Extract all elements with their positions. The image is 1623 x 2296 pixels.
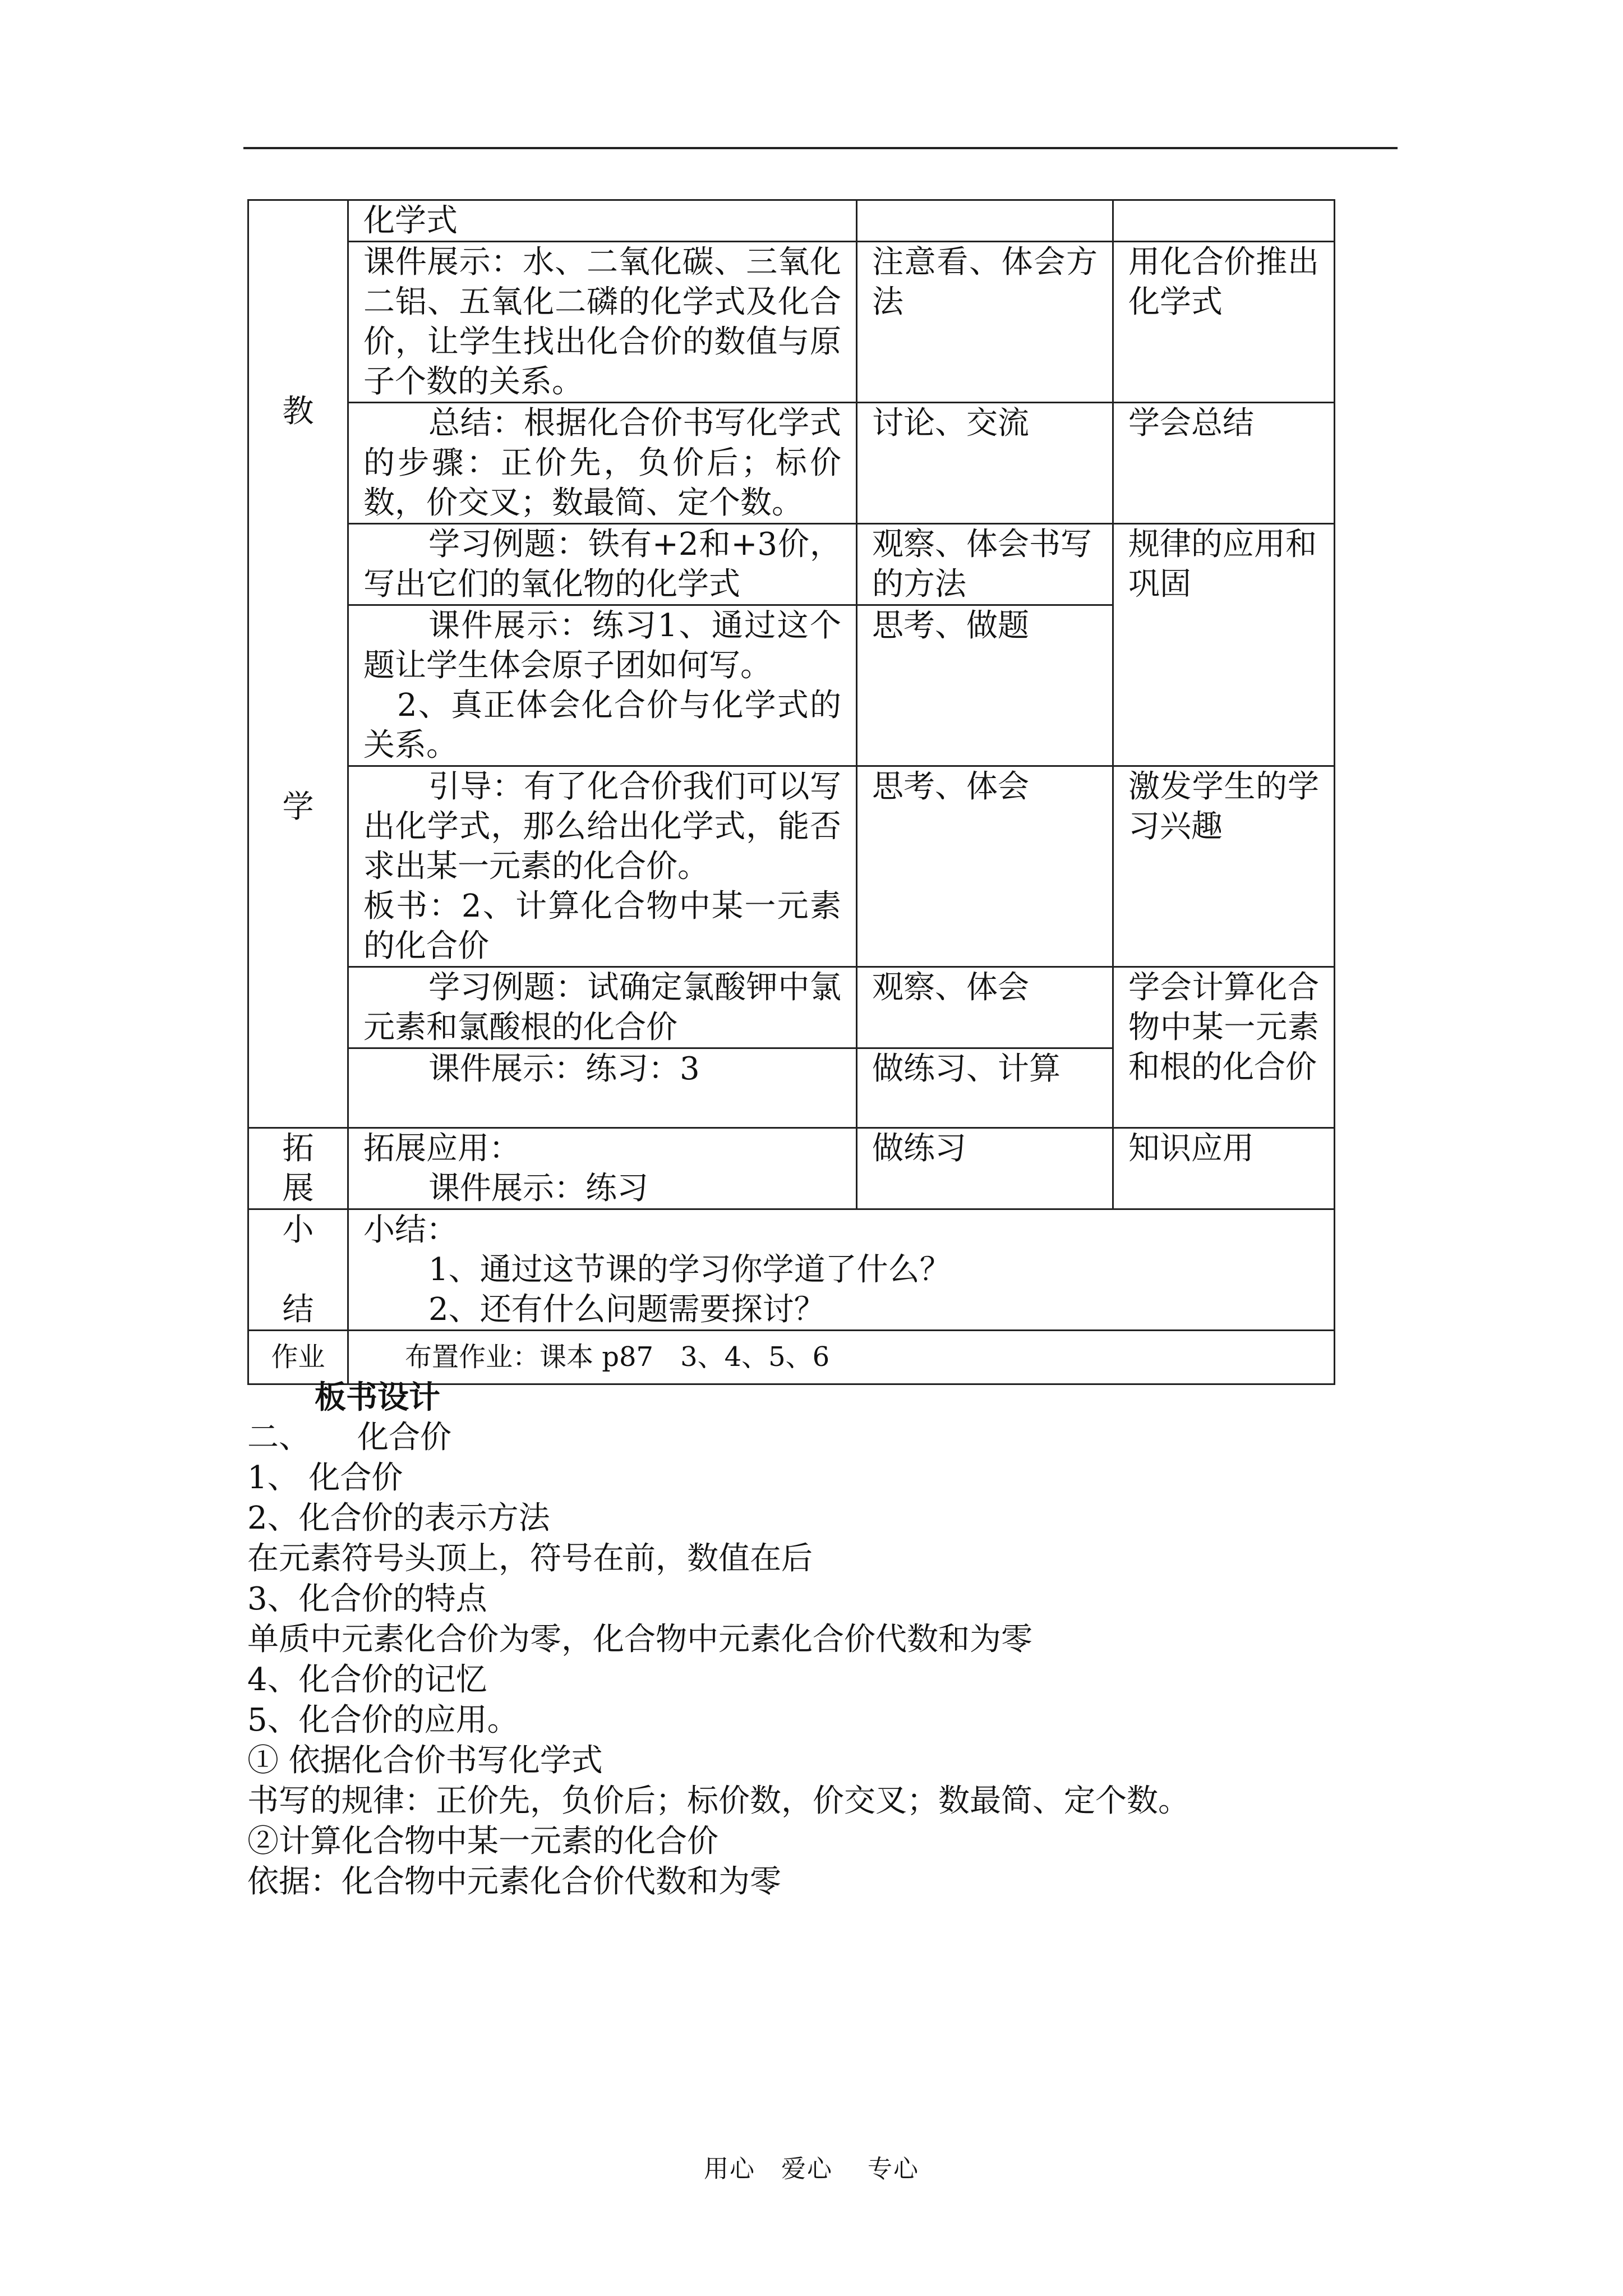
table-row-homework [248,1331,1335,1384]
table-row [248,524,1335,605]
content-cell: 布置作业：课本 p87 3、4、5、6 [348,1331,1335,1384]
board-design [247,1377,1369,1902]
board-line: 2、化合价的表示方法 [247,1500,550,1536]
stage-cell-extension: 拓展 [248,1128,348,1209]
activity-cell: 讨论、交流 [857,403,1113,524]
content-cell [348,1209,1335,1331]
content-paragraph: 2、还有什么问题需要探讨？ [428,1291,826,1328]
board-line: 书写的规律：正价先，负价后；标价数，价交叉；数最简、定个数。 [247,1783,1189,1819]
table-row [248,242,1335,403]
board-line: 1、 化合价 [247,1460,403,1496]
intent-cell [1113,200,1335,242]
intent-cell: 知识应用 [1113,1128,1335,1209]
intent-cell: 激发学生的学习兴趣 [1113,766,1335,967]
stage-label: 学 [282,789,314,825]
table-row-summary [248,1209,1335,1331]
content-paragraph: 拓展应用： [363,1130,520,1167]
stage-label: 结 [282,1291,314,1328]
board-line: 二、 化合价 [247,1419,451,1456]
board-line: 4、化合价的记忆 [247,1662,487,1698]
board-line: 3、化合价的特点 [247,1581,487,1617]
intent-cell: 学会计算化合物中某一元素和根的化合价 [1113,967,1335,1128]
intent-cell: 用化合价推出化学式 [1113,242,1335,403]
content-paragraph: 2、真正体会化合价与化学式的关系。 [363,687,841,763]
board-line: ① 依据化合价书写化学式 [247,1742,603,1779]
board-line: 单质中元素化合价为零，化合物中元素化合价代数和为零 [247,1621,1032,1658]
content-cell [348,1128,857,1209]
content-paragraph: 引导：有了化合价我们可以写出化学式，那么给出化学式，能否求出某一元素的化合价。 [363,769,841,885]
content-paragraph: 小结： [363,1212,458,1248]
table-row [248,403,1335,524]
activity-cell: 思考、做题 [857,605,1113,766]
content-cell: 总结：根据化合价书写化学式的步骤：正价先，负价后；标价数，价交叉；数最简、定个数。 [348,403,857,524]
stage-cell-homework: 作业 [248,1331,348,1384]
content-paragraph: 课件展示：练习1、通过这个题让学生体会原子团如何写。 [363,608,841,684]
content-paragraph: 课件展示：练习 [428,1170,648,1207]
content-cell [348,766,857,967]
content-paragraph: 1、通过这节课的学习你学道了什么？ [428,1251,951,1288]
activity-cell: 做练习、计算 [857,1048,1113,1128]
stage-cell-summary [248,1209,348,1331]
activity-cell: 思考、体会 [857,766,1113,967]
stage-label: 小 [282,1212,314,1248]
board-title: 板书设计 [315,1379,440,1416]
intent-cell: 学会总结 [1113,403,1335,524]
content-paragraph: 板书：2、计算化合物中某一元素的化合价 [363,888,841,964]
table-row-extension [248,1128,1335,1209]
content-cell [348,605,857,766]
header-rule [243,147,1398,149]
activity-cell: 观察、体会书写的方法 [857,524,1113,605]
activity-cell: 做练习 [857,1128,1113,1209]
content-cell: 课件展示：水、二氧化碳、三氧化二铝、五氧化二磷的化学式及化合价，让学生找出化合价的数值与原子个数的关系。 [348,242,857,403]
table-row [248,200,1335,242]
content-cell: 课件展示：练习：3 [348,1048,857,1128]
activity-cell: 观察、体会 [857,967,1113,1048]
table-row [248,766,1335,967]
content-cell: 化学式 [348,200,857,242]
content-cell: 学习例题：铁有+2和+3价，写出它们的氧化物的化学式 [348,524,857,605]
activity-cell: 注意看、体会方法 [857,242,1113,403]
board-line: 依据：化合物中元素化合价代数和为零 [247,1864,781,1900]
board-line: 在元素符号头顶上，符号在前，数值在后 [247,1540,813,1577]
lesson-plan-table [247,199,1335,1385]
stage-cell-teaching [248,200,348,1128]
page-footer: 用心 爱心 专心 [704,2155,919,2183]
intent-cell: 规律的应用和巩固 [1113,524,1335,766]
board-line: 5、化合价的应用。 [247,1702,519,1738]
activity-cell [857,200,1113,242]
content-cell: 学习例题：试确定氯酸钾中氯元素和氯酸根的化合价 [348,967,857,1048]
table-row [248,967,1335,1048]
board-line: ②计算化合物中某一元素的化合价 [247,1823,718,1860]
stage-label: 教 [282,393,314,430]
